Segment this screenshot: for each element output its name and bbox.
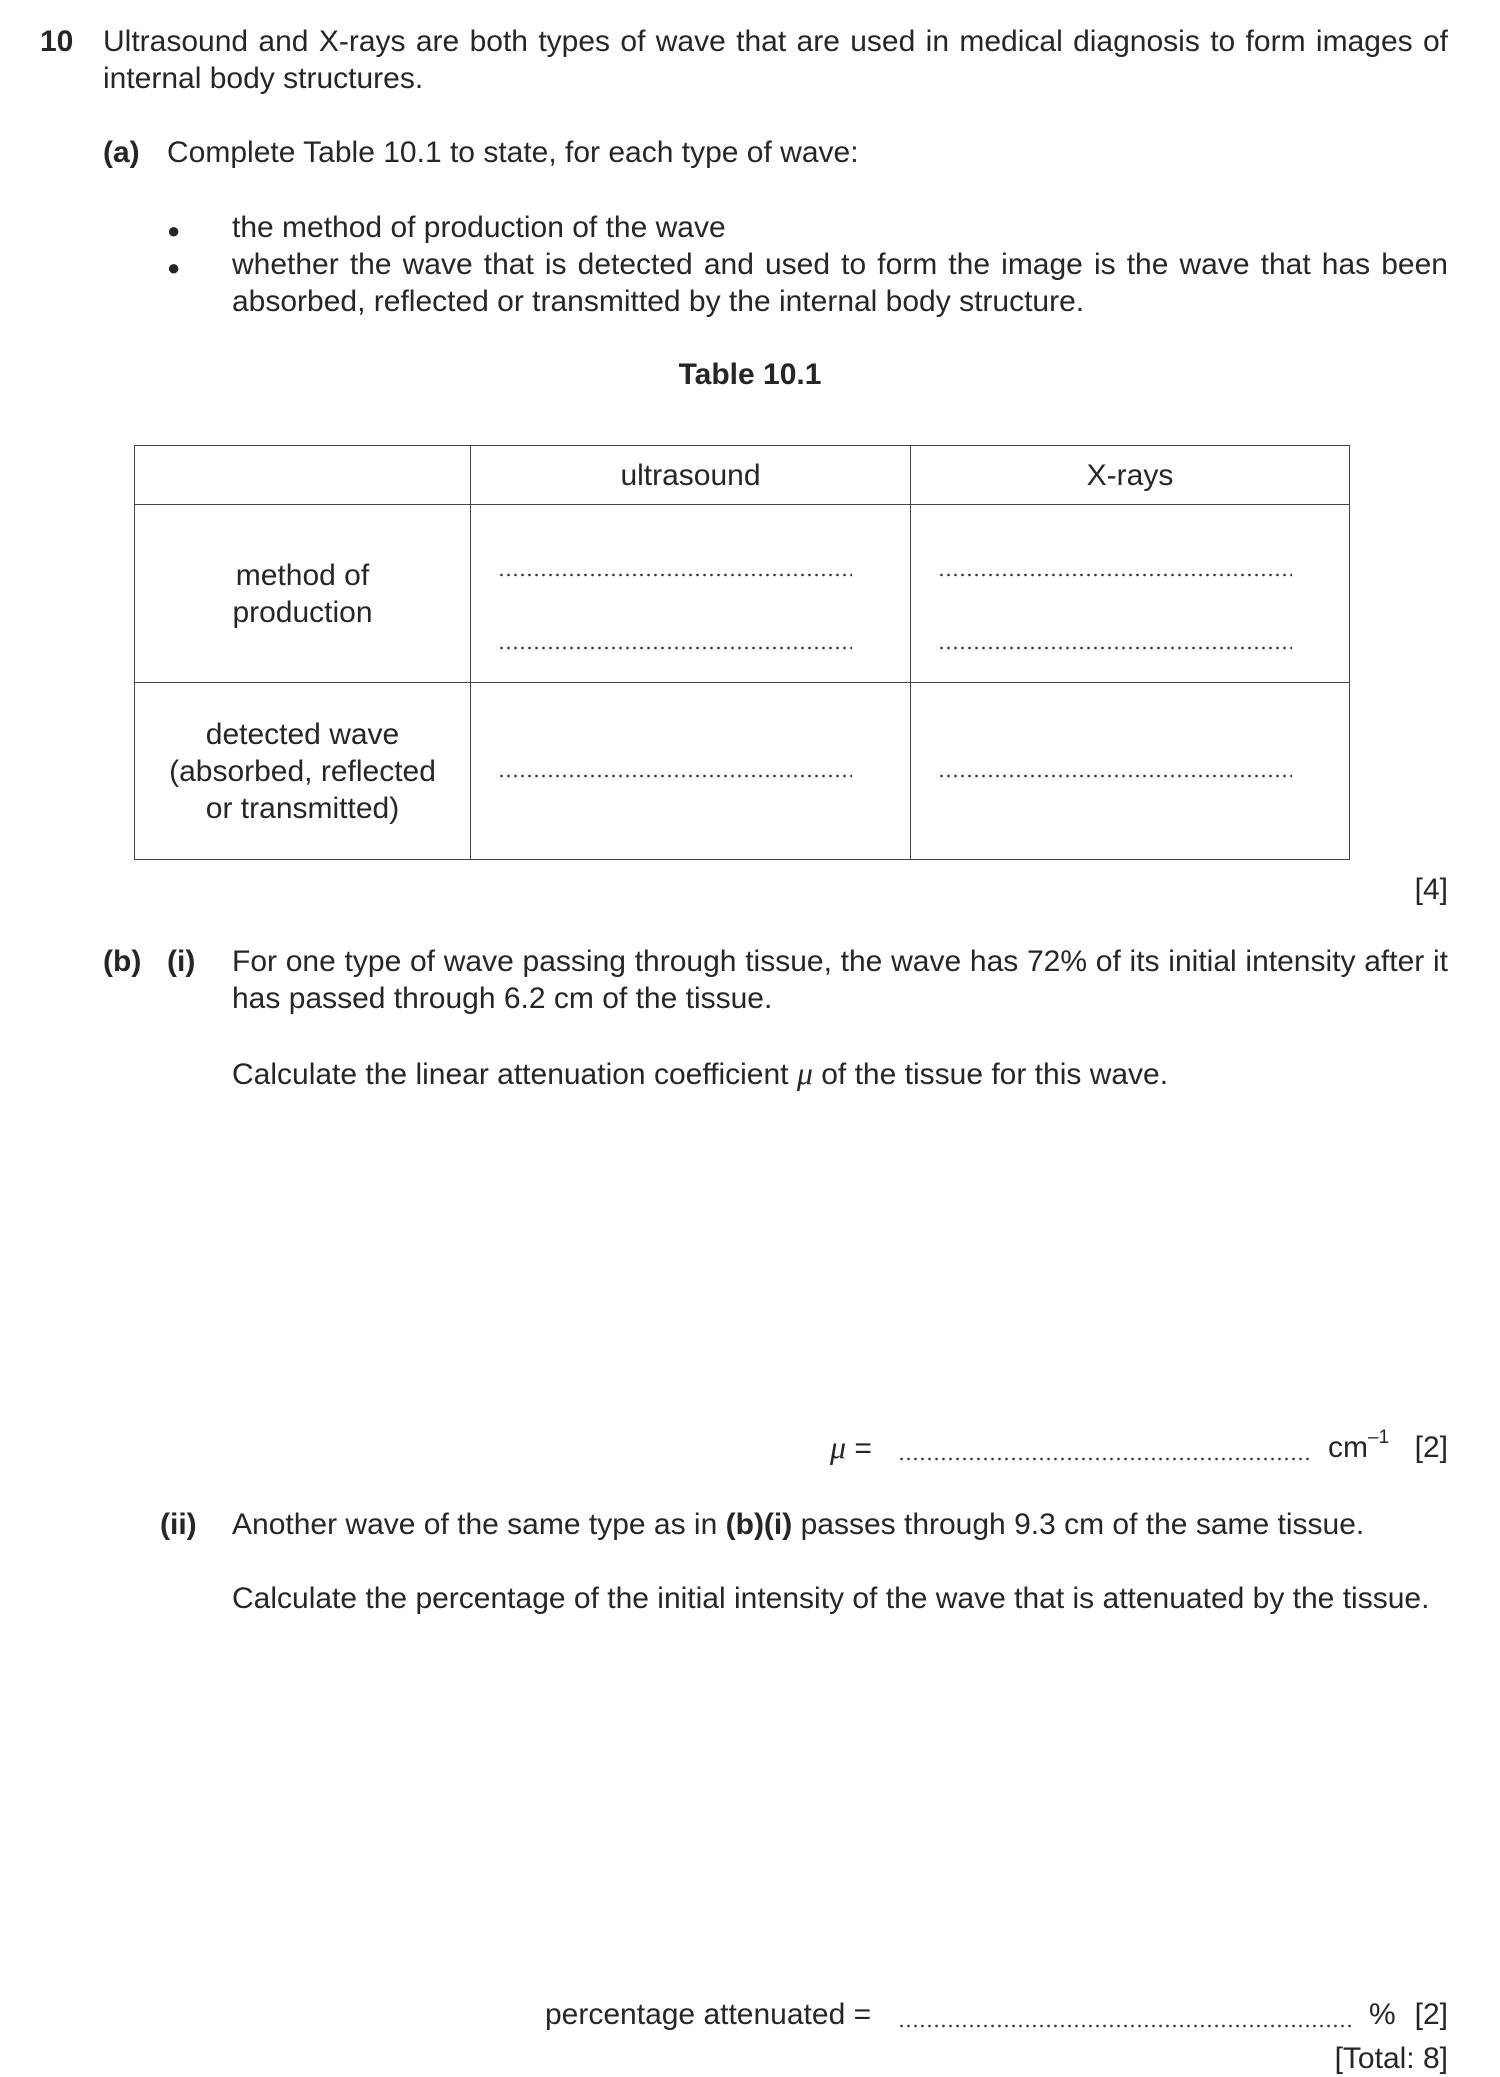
bullet-icon: ● <box>167 218 181 243</box>
mu-symbol: μ <box>796 1055 813 1091</box>
mu-answer-input[interactable] <box>898 1457 1312 1461</box>
answer-line[interactable] <box>498 573 852 577</box>
answer-cell-xrays-detected[interactable] <box>911 683 1350 860</box>
text-segment: Another wave of the same type as in <box>232 1508 718 1541</box>
table-header-xrays: X-rays <box>911 446 1350 505</box>
bullet-item: the method of production of the wave <box>232 211 726 244</box>
answer-line[interactable] <box>498 646 852 650</box>
answer-line[interactable] <box>938 646 1292 650</box>
bullet-icon: ● <box>167 255 181 280</box>
part-b-i-instruction <box>232 1055 1168 1093</box>
table-row <box>135 505 1350 683</box>
answer-line[interactable] <box>938 774 1292 778</box>
answer-line[interactable] <box>938 573 1292 577</box>
total-marks: [Total: 8] <box>1334 2042 1448 2075</box>
equals-text: = <box>854 1432 872 1465</box>
table-header-cell <box>135 446 471 505</box>
table-header-ultrasound: ultrasound <box>471 446 911 505</box>
percentage-answer-input[interactable] <box>898 2024 1354 2028</box>
row-label-text: method of production <box>232 558 373 629</box>
mu-answer-label <box>830 1429 872 1467</box>
part-b-ii-marks: [2] <box>1414 1998 1448 2031</box>
part-a-label: (a) <box>103 136 140 169</box>
instruction-text: Calculate the linear attenuation coefficient <box>232 1058 789 1091</box>
question-number: 10 <box>40 25 74 58</box>
table-header-row <box>135 446 1350 505</box>
table-row <box>135 683 1350 860</box>
mu-symbol: μ <box>830 1429 847 1465</box>
unit-exponent: –1 <box>1368 1427 1390 1448</box>
answer-cell-xrays-method[interactable] <box>911 505 1350 683</box>
unit-text: cm <box>1328 1431 1368 1464</box>
text-segment: passes through 9.3 cm of the same tissue. <box>800 1508 1365 1541</box>
row-label-method <box>135 505 471 683</box>
percent-unit: % <box>1369 1998 1396 2031</box>
part-b-i-label: (i) <box>167 945 196 978</box>
row-label-detected <box>135 683 471 860</box>
part-b-ii-instruction: Calculate the percentage of the initial intensity of the wave that is attenuated by the tissue. <box>232 1582 1430 1615</box>
bullet-item: whether the wave that is detected and used to form the image is the wave that has been absorbed, reflected or transmitted by the internal body structure. <box>232 248 1448 318</box>
table-title: Table 10.1 <box>678 358 822 391</box>
part-a-instruction: Complete Table 10.1 to state, for each type of wave: <box>167 136 859 169</box>
answer-table <box>134 445 1350 860</box>
question-intro: Ultrasound and X-rays are both types of wave that are used in medical diagnosis to form images of internal body structures. <box>103 25 1448 95</box>
cross-reference: (b)(i) <box>725 1508 793 1541</box>
part-b-ii-text <box>232 1506 1364 1543</box>
row-label-text: detected wave (absorbed, reflected or transmitted) <box>169 717 436 825</box>
answer-cell-ultrasound-detected[interactable] <box>471 683 911 860</box>
percentage-answer-label: percentage attenuated = <box>545 1998 872 2031</box>
answer-cell-ultrasound-method[interactable] <box>471 505 911 683</box>
part-b-i-text: For one type of wave passing through tissue, the wave has 72% of its initial intensity after it has passed through 6.2 cm of the tissue. <box>232 945 1448 1015</box>
part-b-ii-label: (ii) <box>160 1508 197 1541</box>
part-a-marks: [4] <box>1414 873 1448 906</box>
part-b-i-marks: [2] <box>1414 1431 1448 1464</box>
answer-line[interactable] <box>498 774 852 778</box>
instruction-text: of the tissue for this wave. <box>821 1058 1169 1091</box>
mu-unit <box>1328 1429 1389 1466</box>
part-b-label: (b) <box>103 945 142 978</box>
